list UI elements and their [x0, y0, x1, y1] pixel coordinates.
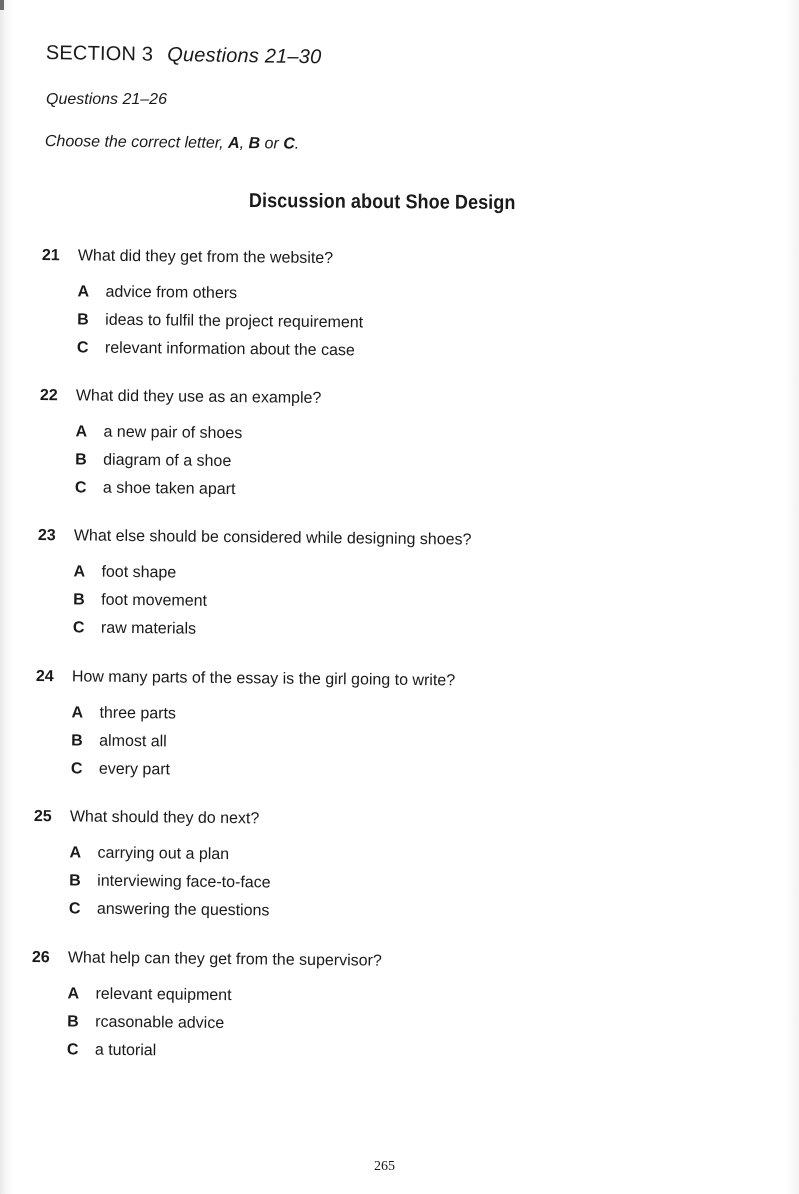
question-number: 23	[37, 526, 56, 545]
option-text: relevant information about the case	[104, 339, 355, 360]
option-text: advice from others	[105, 283, 238, 303]
option-a	[33, 839, 271, 869]
option-letter: C	[72, 619, 85, 637]
option-text: diagram of a shoe	[103, 451, 232, 471]
option-b	[41, 306, 363, 337]
question-row	[38, 524, 472, 553]
option-text: a tutorial	[94, 1041, 157, 1060]
option-text: relevant equipment	[95, 985, 232, 1005]
instruction-sep-1: ,	[239, 135, 249, 153]
option-letter: B	[69, 872, 81, 890]
option-letter: C	[74, 479, 87, 497]
question-26	[31, 946, 382, 1068]
option-letter: B	[71, 732, 83, 750]
questions-sub-heading: Questions 21–26	[46, 91, 167, 108]
option-b	[39, 446, 321, 477]
option-c	[41, 334, 363, 365]
option-letter: C	[68, 900, 81, 918]
question-row	[42, 244, 364, 271]
option-text: foot movement	[101, 591, 208, 610]
option-list	[41, 278, 364, 365]
question-23	[37, 524, 472, 647]
option-b	[37, 586, 471, 619]
option-letter: B	[73, 591, 85, 609]
option-c	[33, 895, 271, 925]
section-questions-range: Questions 21–30	[167, 43, 322, 69]
question-row	[40, 384, 322, 411]
question-text: What did they get from the website?	[77, 247, 334, 268]
question-number: 25	[33, 807, 52, 826]
question-21	[41, 244, 364, 365]
option-text: a new pair of shoes	[103, 423, 243, 443]
option-letter: B	[67, 1013, 79, 1031]
option-text: ideas to fulfil the project requirement	[105, 311, 364, 332]
question-number: 24	[35, 667, 54, 686]
question-text: How many parts of the essay is the girl going to write?	[71, 668, 456, 690]
option-c	[31, 1036, 381, 1068]
question-row	[34, 805, 272, 831]
question-number: 21	[41, 246, 60, 265]
question-text: What else should be considered while designing shoes?	[73, 527, 472, 549]
question-24	[35, 665, 456, 787]
instruction-sep-2: or	[260, 135, 284, 153]
option-b	[31, 1008, 381, 1040]
option-list	[39, 418, 321, 505]
page-number: 265	[374, 1159, 395, 1174]
question-25	[33, 805, 272, 925]
instruction-letter-c: C	[283, 135, 295, 153]
question-text: What should they do next?	[69, 808, 260, 828]
option-letter: A	[67, 985, 80, 1003]
option-list	[37, 558, 471, 647]
option-c	[37, 614, 471, 647]
option-letter: A	[73, 563, 86, 581]
option-letter: A	[75, 423, 88, 441]
option-a	[31, 980, 381, 1012]
instruction-letter-b: B	[248, 135, 261, 153]
instruction-text	[45, 133, 300, 154]
option-text: three parts	[99, 704, 177, 723]
option-c	[39, 474, 321, 505]
question-row	[32, 946, 382, 974]
question-number: 26	[31, 948, 50, 967]
option-list	[35, 699, 455, 787]
option-list	[31, 980, 382, 1068]
option-text: answering the questions	[96, 900, 270, 920]
section-heading	[46, 42, 322, 69]
instruction-prefix: Choose the correct letter,	[44, 133, 229, 152]
option-letter: B	[75, 451, 87, 469]
option-c	[35, 755, 455, 787]
option-b	[35, 727, 455, 759]
question-row	[36, 665, 456, 693]
section-label: SECTION 3	[45, 42, 154, 66]
option-text: every part	[98, 760, 171, 779]
option-list	[33, 839, 271, 925]
question-text: What help can they get from the supervisor?	[67, 949, 382, 970]
question-number: 22	[39, 386, 58, 405]
option-letter: A	[77, 283, 90, 301]
option-text: a shoe taken apart	[102, 479, 236, 499]
option-letter: A	[69, 844, 82, 862]
option-letter: C	[70, 760, 83, 778]
option-b	[33, 867, 271, 897]
option-a	[41, 278, 363, 309]
option-text: carrying out a plan	[97, 844, 230, 864]
option-letter: C	[66, 1041, 79, 1059]
option-text: foot shape	[101, 563, 177, 582]
option-text: raw materials	[100, 619, 197, 638]
option-a	[35, 699, 455, 731]
option-letter: A	[71, 704, 84, 722]
option-text: interviewing face-to-face	[97, 872, 271, 892]
option-letter: C	[76, 339, 89, 357]
instruction-letter-a: A	[228, 134, 240, 153]
option-a	[39, 418, 321, 449]
instruction-suffix: .	[294, 135, 300, 153]
question-22	[39, 384, 322, 505]
page-title: Discussion about Shoe Design	[248, 190, 516, 215]
option-text: rcasonable advice	[95, 1013, 225, 1033]
option-a	[37, 558, 471, 591]
option-letter: B	[77, 311, 89, 329]
option-text: almost all	[99, 732, 167, 751]
page-edge-shadow	[0, 0, 4, 10]
question-text: What did they use as an example?	[75, 387, 322, 407]
